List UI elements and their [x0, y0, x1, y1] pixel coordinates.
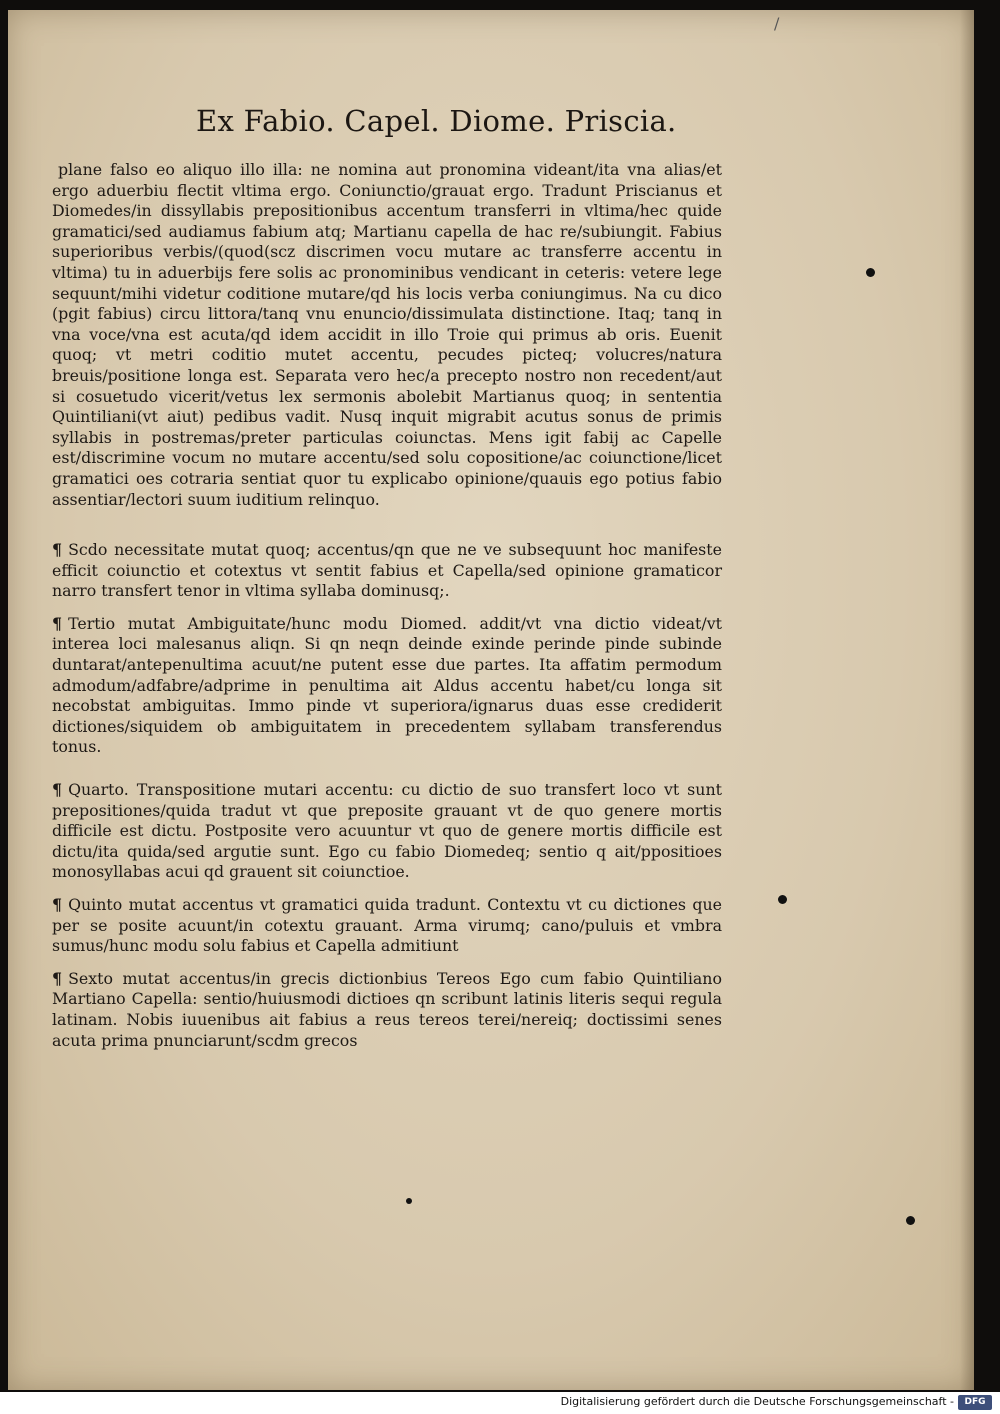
footer-credit: Digitalisierung gefördert durch die Deutsche Forschungsgemeinschaft - [560, 1395, 954, 1408]
ink-speck [906, 1216, 915, 1225]
footer-bar [0, 1392, 1000, 1414]
ink-speck [778, 895, 787, 904]
pilcrow-mark: ¶ [52, 968, 63, 988]
paragraph-text: Quinto mutat accentus vt gramatici quida tradunt. Contextu vt cu dictiones que per se posite acuunt/in cotextu grauant. Arma virumq; cano/puluis et vmbra sumus/hunc modu solu fabius et Capella admitiunt [52, 895, 722, 956]
pilcrow-mark: ¶ [52, 613, 63, 633]
pilcrow-mark: ¶ [52, 780, 63, 800]
page-body-text [52, 160, 722, 1051]
paragraph-1 [52, 160, 722, 510]
running-header: Ex Fabio. Capel. Diome. Priscia. [196, 104, 677, 138]
corner-mark: / [774, 14, 780, 33]
dfg-logo-icon: DFG [958, 1395, 992, 1410]
pilcrow-mark: ¶ [52, 895, 63, 914]
paragraph-2 [52, 540, 722, 602]
paragraph-5 [52, 895, 722, 957]
ink-speck [866, 268, 875, 277]
paragraph-3 [52, 614, 722, 758]
pilcrow-mark: ¶ [52, 540, 63, 560]
paragraph-4 [52, 780, 722, 883]
paragraph-text: Scdo necessitate mutat quoq; accentus/qn que ne ve subsequunt hoc manifeste efficit coiunctio et cotextus vt sentit fabius et Capella/sed opinione gramaticor narro transfert tenor in vltima syllaba dominusq;. [52, 540, 722, 601]
ink-speck [406, 1198, 412, 1204]
paragraph-text: Tertio mutat Ambiguitate/hunc modu Diomed. addit/vt vna dictio videat/vt interea loci malesanus aliqn. Si qn neqn deinde exinde perinde pinde subinde duntarat/antepenultima acuut/ne putent esse due partes. Ita affatim permodum admodum/adfabre/adprime in penultima ait Aldus accentu habet/cu longa sit necobstat ambiguitas. Immo pinde vt superiora/ignarus duas esse crediderit dictiones/siquidem ob ambiguitatem in precedentem syllabam transferendus tonus. [52, 613, 722, 757]
paragraph-6 [52, 969, 722, 1051]
paragraph-text: Quarto. Transpositione mutari accentu: cu dictio de suo transfert loco vt sunt prepositiones/quida tradut vt que preposite grauant vt de quo genere mortis difficile est dictu. Postposite vero acuuntur vt quo de genere mortis difficile est dictu/ita quida/sed argutie sunt. Ego cu fabio Diomedeq; sentio q ait/ppositioes monosyllabas acui qd grauent sit coiunctioe. [52, 780, 722, 882]
paragraph-text: Sexto mutat accentus/in grecis dictionbius Tereos Ego cum fabio Quintiliano Martiano Capella: sentio/huiusmodi dictioes qn scribunt latinis literis sequi regula latinam. Nobis iuuenibus ait fabius a reus tereos terei/nereiq; doctissimi senes acuta prima pnunciarunt/scdm grecos [52, 968, 722, 1050]
page-edge-shadow [960, 10, 974, 1390]
paragraph-text: plane falso eo aliquo illo illa: ne nomina aut pronomina videant/ita vna alias/et ergo aduerbiu flectit vltima ergo. Coniunctio/grauat ergo. Tradunt Priscianus et Diomedes/in dissyllabis prepositionibus accentum transferri in vltima/hec quide gramatici/sed audiamus fabium atq; Martianu capella de hac re/subiungit. Fabius superioribus verbis/(quod(scz discrimen vocu mutare ac transferre accentu in vltima) tu in aduerbijs fere solis ac pronominibus vendicant in ceteris: vetere lege sequunt/mihi videtur coditione mutare/qd his locis verba coniungimus. Na cu dico (pgit fabius) circu littora/tanq vnu enuncio/dissimulata distinctione. Itaq; tanq in vna voce/vna est acuta/qd idem accidit in illo Troie qui primus ab oris. Euenit quoq; vt metri coditio mutet accentu, pecudes picteq; volucres/natura breuis/positione longa est. Separata vero hec/a precepto nostro non recedent/aut si cosuetudo vicerit/vetus lex sermonis abolebit Martianus quoq; in sententia Quintiliani(vt aiut) pedibus vadit. Nusq inquit migrabit acutus sonus de primis syllabis in postremas/preter particulas coiunctas. Mens igit fabij ac Capelle est/discrimine vocum no mutare accentu/sed solu copositione/ac coiunctione/licet gramatici oes cotraria sentiat quor tu explicabo opinione/quauis ego potius fabio assentiar/lectori suum iuditium relinquo. [52, 160, 722, 509]
